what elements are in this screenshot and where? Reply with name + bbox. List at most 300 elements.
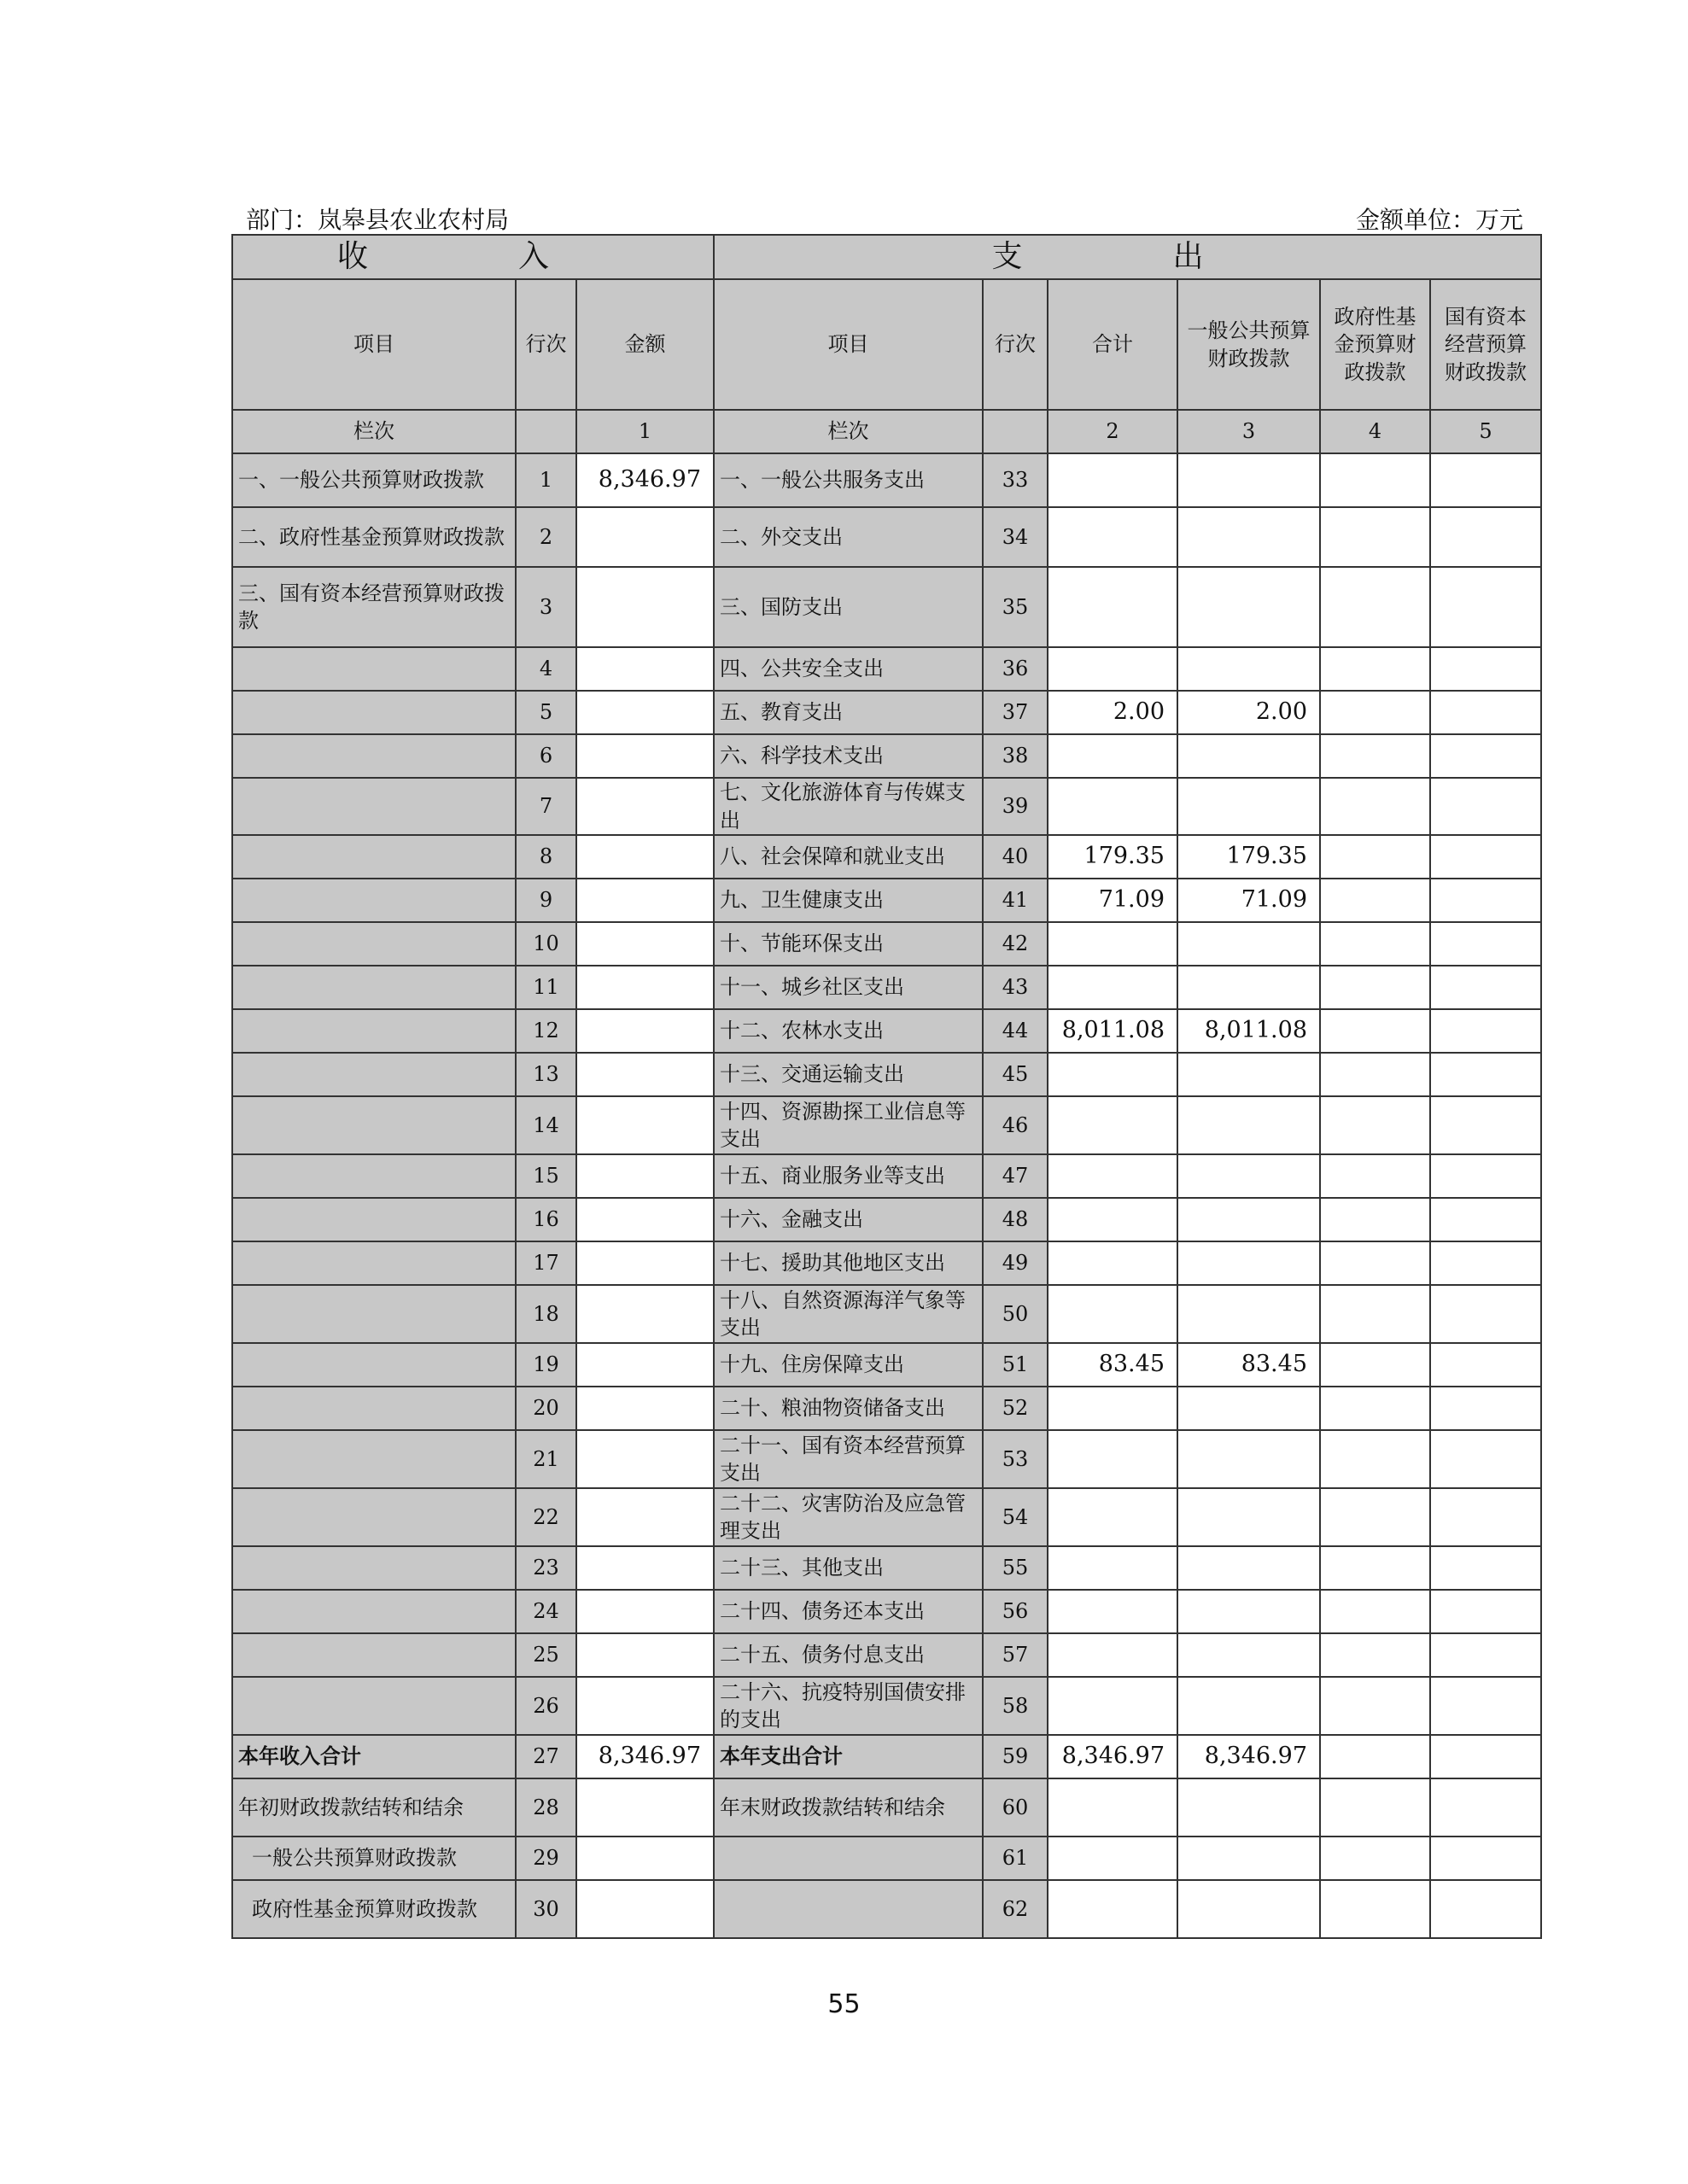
table-row (232, 647, 1541, 691)
expense-state-capital (1430, 1096, 1541, 1154)
income-amount (576, 778, 714, 835)
expense-gov-fund (1320, 778, 1430, 835)
expense-state-capital (1430, 1735, 1541, 1778)
expense-gov-fund (1320, 879, 1430, 922)
expense-total (1048, 1546, 1177, 1590)
expense-gov-fund (1320, 1053, 1430, 1096)
col-index-4: 4 (1320, 410, 1430, 453)
income-row-no: 11 (516, 966, 576, 1009)
expense-state-capital (1430, 1053, 1541, 1096)
expense-general (1177, 1880, 1320, 1938)
income-row-no: 21 (516, 1430, 576, 1488)
expense-state-capital (1430, 879, 1541, 922)
expense-general (1177, 1837, 1320, 1880)
expense-gov-fund (1320, 1387, 1430, 1430)
expense-general (1177, 567, 1320, 647)
expense-row-no: 62 (983, 1880, 1048, 1938)
expense-row-no: 46 (983, 1096, 1048, 1154)
table-row (232, 1343, 1541, 1387)
expense-state-capital (1430, 507, 1541, 567)
expense-row-no: 59 (983, 1735, 1048, 1778)
table-row (232, 1198, 1541, 1241)
income-item (232, 879, 516, 922)
expense-general (1177, 1778, 1320, 1837)
expense-gov-fund (1320, 1778, 1430, 1837)
expense-row-no: 39 (983, 778, 1048, 835)
expense-total (1048, 1430, 1177, 1488)
expense-item (714, 1837, 983, 1880)
expense-gov-fund (1320, 507, 1430, 567)
table-row (232, 1430, 1541, 1488)
expense-item: 六、科学技术支出 (714, 734, 983, 778)
expense-row-no: 50 (983, 1285, 1048, 1343)
expense-total (1048, 734, 1177, 778)
table-row (232, 1778, 1541, 1837)
expense-item: 十五、商业服务业等支出 (714, 1154, 983, 1198)
expense-item: 十八、自然资源海洋气象等支出 (714, 1285, 983, 1343)
expense-gov-fund (1320, 1837, 1430, 1880)
col-index-blank (516, 410, 576, 453)
income-row-no: 23 (516, 1546, 576, 1590)
expense-item: 十九、住房保障支出 (714, 1343, 983, 1387)
income-amount (576, 1285, 714, 1343)
table-row (232, 1880, 1541, 1938)
expense-state-capital (1430, 922, 1541, 966)
income-amount (576, 1837, 714, 1880)
table-row (232, 507, 1541, 567)
expense-gov-fund (1320, 1343, 1430, 1387)
table-row (232, 1677, 1541, 1735)
table-row (232, 1154, 1541, 1198)
table-row (232, 453, 1541, 507)
income-amount (576, 1430, 714, 1488)
expense-gov-fund (1320, 1633, 1430, 1677)
expense-total (1048, 1488, 1177, 1546)
expense-total (1048, 647, 1177, 691)
expense-gov-fund (1320, 647, 1430, 691)
expense-state-capital (1430, 778, 1541, 835)
income-row-no: 2 (516, 507, 576, 567)
income-amount (576, 1590, 714, 1633)
expense-item: 本年支出合计 (714, 1735, 983, 1778)
income-amount (576, 1778, 714, 1837)
expense-row-no: 55 (983, 1546, 1048, 1590)
expense-item: 八、社会保障和就业支出 (714, 835, 983, 879)
income-item (232, 1430, 516, 1488)
expense-row-no: 44 (983, 1009, 1048, 1053)
income-row-no: 10 (516, 922, 576, 966)
expense-total: 2.00 (1048, 691, 1177, 734)
expense-state-capital (1430, 691, 1541, 734)
expense-general (1177, 507, 1320, 567)
income-row-no: 7 (516, 778, 576, 835)
expense-row-no: 41 (983, 879, 1048, 922)
income-row-no: 29 (516, 1837, 576, 1880)
expense-gov-fund (1320, 1096, 1430, 1154)
col-header-amount: 金额 (576, 279, 714, 410)
table-row (232, 1053, 1541, 1096)
income-row-no: 28 (516, 1778, 576, 1837)
department-label: 部门：岚皋县农业农村局 (246, 206, 510, 234)
col-header-exp-row-no: 行次 (983, 279, 1048, 410)
expense-row-no: 54 (983, 1488, 1048, 1546)
expense-item: 十四、资源勘探工业信息等支出 (714, 1096, 983, 1154)
income-item: 一般公共预算财政拨款 (232, 1837, 516, 1880)
income-row-no: 17 (516, 1241, 576, 1285)
income-row-no: 14 (516, 1096, 576, 1154)
expense-state-capital (1430, 1198, 1541, 1241)
expense-state-capital (1430, 1343, 1541, 1387)
income-row-no: 8 (516, 835, 576, 879)
expense-state-capital (1430, 1009, 1541, 1053)
table-row (232, 1285, 1541, 1343)
expense-state-capital (1430, 1633, 1541, 1677)
expense-gov-fund (1320, 1488, 1430, 1546)
expense-row-no: 57 (983, 1633, 1048, 1677)
expense-gov-fund (1320, 966, 1430, 1009)
col-index-exp-label: 栏次 (714, 410, 983, 453)
expense-general (1177, 1633, 1320, 1677)
expense-state-capital (1430, 1880, 1541, 1938)
col-index-exp-blank (983, 410, 1048, 453)
expense-total: 179.35 (1048, 835, 1177, 879)
expense-general: 8,346.97 (1177, 1735, 1320, 1778)
income-amount (576, 1009, 714, 1053)
table-row (232, 835, 1541, 879)
income-amount (576, 734, 714, 778)
income-item (232, 1009, 516, 1053)
expense-total (1048, 1778, 1177, 1837)
expense-general (1177, 1096, 1320, 1154)
income-item: 二、政府性基金预算财政拨款 (232, 507, 516, 567)
expense-general: 83.45 (1177, 1343, 1320, 1387)
income-row-no: 6 (516, 734, 576, 778)
income-row-no: 19 (516, 1343, 576, 1387)
expense-gov-fund (1320, 1880, 1430, 1938)
income-item (232, 1096, 516, 1154)
unit-label: 金额单位：万元 (1355, 206, 1523, 234)
col-header-state-capital: 国有资本经营预算财政拨款 (1430, 279, 1541, 410)
expense-gov-fund (1320, 1009, 1430, 1053)
expense-total: 8,011.08 (1048, 1009, 1177, 1053)
col-header-item: 项目 (232, 279, 516, 410)
table-row (232, 567, 1541, 647)
income-amount (576, 1053, 714, 1096)
table-row (232, 1735, 1541, 1778)
expense-general: 179.35 (1177, 835, 1320, 879)
expense-state-capital (1430, 1387, 1541, 1430)
table-row (232, 1837, 1541, 1880)
expense-general (1177, 647, 1320, 691)
expense-row-no: 37 (983, 691, 1048, 734)
expense-general (1177, 1198, 1320, 1241)
expense-gov-fund (1320, 1198, 1430, 1241)
expense-total (1048, 1241, 1177, 1285)
expense-state-capital (1430, 567, 1541, 647)
income-row-no: 22 (516, 1488, 576, 1546)
income-amount (576, 1096, 714, 1154)
income-amount (576, 966, 714, 1009)
income-amount (576, 1387, 714, 1430)
income-row-no: 16 (516, 1198, 576, 1241)
expense-general (1177, 1590, 1320, 1633)
income-row-no: 4 (516, 647, 576, 691)
income-amount (576, 1154, 714, 1198)
income-item (232, 1198, 516, 1241)
income-amount (576, 1633, 714, 1677)
income-row-no: 20 (516, 1387, 576, 1430)
expense-general (1177, 1430, 1320, 1488)
expense-item: 二十六、抗疫特别国债安排的支出 (714, 1677, 983, 1735)
expense-total (1048, 1198, 1177, 1241)
income-amount (576, 879, 714, 922)
expense-row-no: 40 (983, 835, 1048, 879)
income-item (232, 1053, 516, 1096)
income-item (232, 1241, 516, 1285)
expense-total (1048, 1154, 1177, 1198)
col-index-5: 5 (1430, 410, 1541, 453)
expense-total (1048, 453, 1177, 507)
expense-row-no: 34 (983, 507, 1048, 567)
col-header-exp-item: 项目 (714, 279, 983, 410)
expense-gov-fund (1320, 1546, 1430, 1590)
income-item (232, 1546, 516, 1590)
expense-row-no: 33 (983, 453, 1048, 507)
income-row-no: 1 (516, 453, 576, 507)
col-header-gov-fund: 政府性基金预算财政拨款 (1320, 279, 1430, 410)
expense-item (714, 1880, 983, 1938)
expense-row-no: 52 (983, 1387, 1048, 1430)
col-index-2: 2 (1048, 410, 1177, 453)
expense-row-no: 49 (983, 1241, 1048, 1285)
expense-item: 二十、粮油物资储备支出 (714, 1387, 983, 1430)
income-amount (576, 567, 714, 647)
income-item: 年初财政拨款结转和结余 (232, 1778, 516, 1837)
expense-item: 二十四、债务还本支出 (714, 1590, 983, 1633)
expense-state-capital (1430, 1430, 1541, 1488)
expense-total (1048, 1285, 1177, 1343)
expense-general (1177, 1241, 1320, 1285)
expense-total (1048, 922, 1177, 966)
table-row (232, 1546, 1541, 1590)
expense-total (1048, 1590, 1177, 1633)
income-item: 政府性基金预算财政拨款 (232, 1880, 516, 1938)
expense-gov-fund (1320, 1590, 1430, 1633)
income-amount (576, 1546, 714, 1590)
income-item: 本年收入合计 (232, 1735, 516, 1778)
expense-total: 83.45 (1048, 1343, 1177, 1387)
income-amount: 8,346.97 (576, 1735, 714, 1778)
income-row-no: 9 (516, 879, 576, 922)
expense-total: 71.09 (1048, 879, 1177, 922)
expense-item: 五、教育支出 (714, 691, 983, 734)
table-row (232, 1633, 1541, 1677)
income-item: 一、一般公共预算财政拨款 (232, 453, 516, 507)
table-row (232, 966, 1541, 1009)
income-amount: 8,346.97 (576, 453, 714, 507)
expense-item: 二十五、债务付息支出 (714, 1633, 983, 1677)
expense-item: 十七、援助其他地区支出 (714, 1241, 983, 1285)
income-item (232, 1387, 516, 1430)
expense-gov-fund (1320, 922, 1430, 966)
expense-row-no: 42 (983, 922, 1048, 966)
expense-general (1177, 1154, 1320, 1198)
expense-gov-fund (1320, 567, 1430, 647)
expense-state-capital (1430, 1154, 1541, 1198)
expense-item: 七、文化旅游体育与传媒支出 (714, 778, 983, 835)
expense-total (1048, 1677, 1177, 1735)
income-item (232, 966, 516, 1009)
expense-total (1048, 1387, 1177, 1430)
expense-general: 71.09 (1177, 879, 1320, 922)
table-row (232, 778, 1541, 835)
income-row-no: 13 (516, 1053, 576, 1096)
expense-row-no: 35 (983, 567, 1048, 647)
income-section-title: 收 入 (232, 235, 714, 279)
table-row (232, 734, 1541, 778)
income-item (232, 1285, 516, 1343)
income-item (232, 1677, 516, 1735)
expense-row-no: 45 (983, 1053, 1048, 1096)
finance-table (231, 234, 1542, 1939)
expense-row-no: 58 (983, 1677, 1048, 1735)
income-amount (576, 507, 714, 567)
table-row (232, 879, 1541, 922)
expense-gov-fund (1320, 1241, 1430, 1285)
income-item (232, 1590, 516, 1633)
income-item (232, 1154, 516, 1198)
expense-row-no: 51 (983, 1343, 1048, 1387)
expense-general (1177, 1677, 1320, 1735)
expense-row-no: 61 (983, 1837, 1048, 1880)
expense-row-no: 53 (983, 1430, 1048, 1488)
expense-row-no: 47 (983, 1154, 1048, 1198)
income-amount (576, 922, 714, 966)
income-item (232, 835, 516, 879)
income-amount (576, 1343, 714, 1387)
income-amount (576, 835, 714, 879)
expense-gov-fund (1320, 734, 1430, 778)
expense-gov-fund (1320, 835, 1430, 879)
income-row-no: 5 (516, 691, 576, 734)
income-amount (576, 1241, 714, 1285)
income-row-no: 30 (516, 1880, 576, 1938)
expense-gov-fund (1320, 1430, 1430, 1488)
table-row (232, 922, 1541, 966)
expense-state-capital (1430, 1241, 1541, 1285)
income-item (232, 1488, 516, 1546)
income-row-no: 24 (516, 1590, 576, 1633)
expense-general (1177, 1053, 1320, 1096)
expense-row-no: 60 (983, 1778, 1048, 1837)
col-index-3: 3 (1177, 410, 1320, 453)
expense-state-capital (1430, 1546, 1541, 1590)
income-item (232, 691, 516, 734)
table-row (232, 1009, 1541, 1053)
expense-row-no: 38 (983, 734, 1048, 778)
expense-state-capital (1430, 647, 1541, 691)
income-amount (576, 691, 714, 734)
table-row (232, 691, 1541, 734)
expense-general (1177, 1546, 1320, 1590)
expense-total (1048, 778, 1177, 835)
income-row-no: 27 (516, 1735, 576, 1778)
income-item: 三、国有资本经营预算财政拨款 (232, 567, 516, 647)
table-row (232, 1488, 1541, 1546)
expense-gov-fund (1320, 453, 1430, 507)
expense-total (1048, 1837, 1177, 1880)
income-amount (576, 647, 714, 691)
income-row-no: 15 (516, 1154, 576, 1198)
expense-state-capital (1430, 966, 1541, 1009)
page-number: 55 (827, 1989, 861, 2019)
expense-gov-fund (1320, 691, 1430, 734)
expense-general (1177, 1488, 1320, 1546)
expense-item: 十一、城乡社区支出 (714, 966, 983, 1009)
expense-item: 年末财政拨款结转和结余 (714, 1778, 983, 1837)
expense-item: 二、外交支出 (714, 507, 983, 567)
income-amount (576, 1677, 714, 1735)
table-row (232, 1387, 1541, 1430)
col-header-general: 一般公共预算财政拨款 (1177, 279, 1320, 410)
expense-state-capital (1430, 453, 1541, 507)
expense-gov-fund (1320, 1677, 1430, 1735)
expense-state-capital (1430, 1285, 1541, 1343)
expense-item: 十六、金融支出 (714, 1198, 983, 1241)
income-amount (576, 1198, 714, 1241)
income-amount (576, 1880, 714, 1938)
expense-row-no: 56 (983, 1590, 1048, 1633)
income-row-no: 25 (516, 1633, 576, 1677)
income-item (232, 1343, 516, 1387)
income-item (232, 647, 516, 691)
expense-state-capital (1430, 1590, 1541, 1633)
expense-item: 一、一般公共服务支出 (714, 453, 983, 507)
expense-state-capital (1430, 1837, 1541, 1880)
expense-total (1048, 1633, 1177, 1677)
income-row-no: 3 (516, 567, 576, 647)
income-row-no: 26 (516, 1677, 576, 1735)
expense-gov-fund (1320, 1735, 1430, 1778)
expense-state-capital (1430, 734, 1541, 778)
expense-item: 四、公共安全支出 (714, 647, 983, 691)
income-amount (576, 1488, 714, 1546)
income-item (232, 922, 516, 966)
expense-general (1177, 778, 1320, 835)
expense-general (1177, 922, 1320, 966)
expense-item: 三、国防支出 (714, 567, 983, 647)
income-item (232, 1633, 516, 1677)
table-row (232, 1590, 1541, 1633)
income-item (232, 778, 516, 835)
expense-total (1048, 507, 1177, 567)
expense-item: 二十二、灾害防治及应急管理支出 (714, 1488, 983, 1546)
expense-row-no: 48 (983, 1198, 1048, 1241)
expense-total (1048, 1096, 1177, 1154)
col-header-row-no: 行次 (516, 279, 576, 410)
expense-state-capital (1430, 1778, 1541, 1837)
table-row (232, 1241, 1541, 1285)
expense-item: 十、节能环保支出 (714, 922, 983, 966)
expense-state-capital (1430, 1677, 1541, 1735)
expense-general (1177, 966, 1320, 1009)
income-row-no: 18 (516, 1285, 576, 1343)
income-row-no: 12 (516, 1009, 576, 1053)
expense-item: 十二、农林水支出 (714, 1009, 983, 1053)
table-row (232, 1096, 1541, 1154)
expense-state-capital (1430, 835, 1541, 879)
income-item (232, 734, 516, 778)
